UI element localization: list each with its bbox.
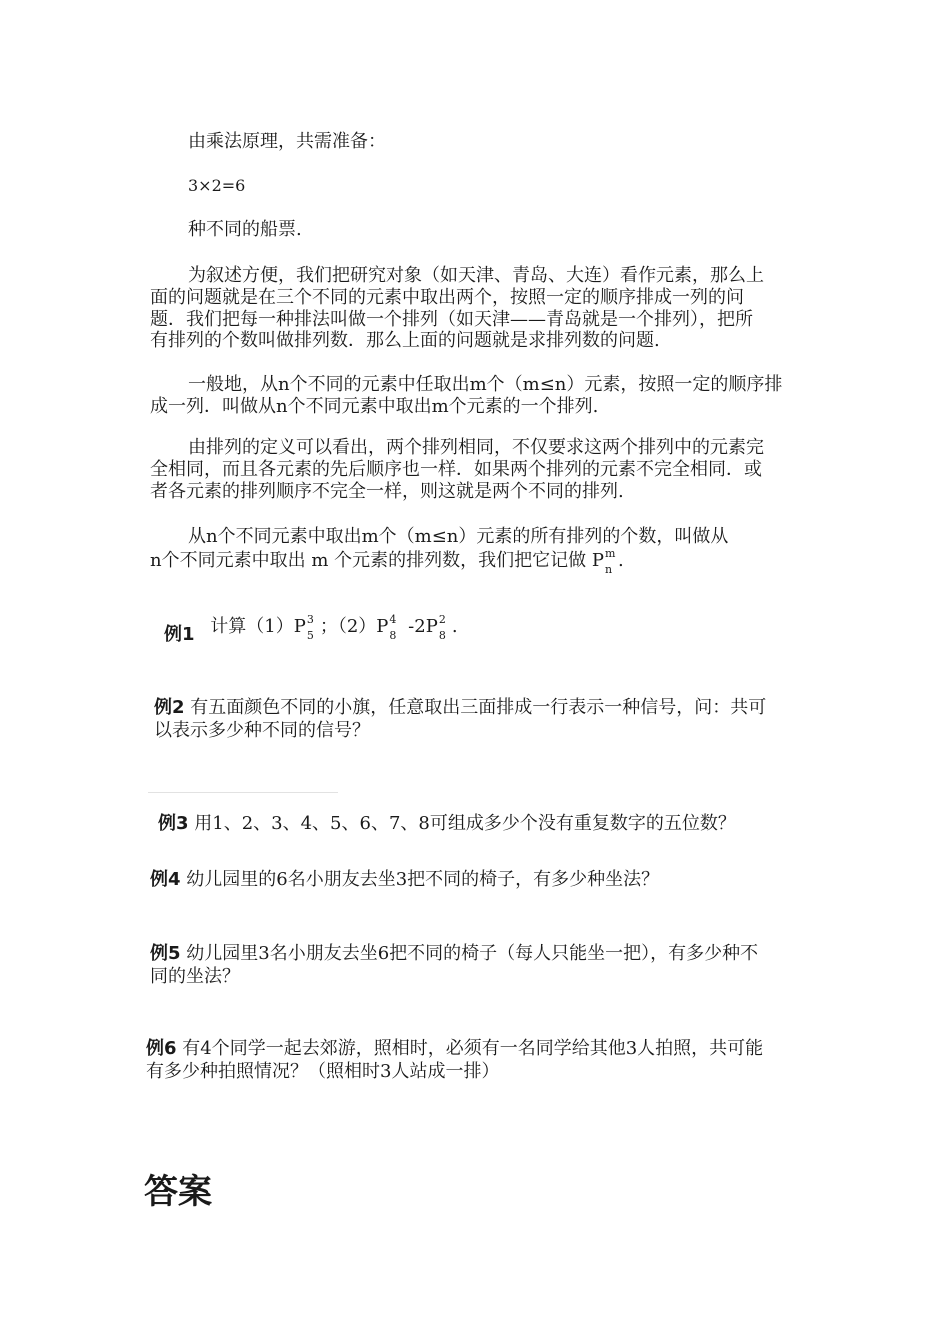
para4-end: . bbox=[617, 550, 624, 571]
para4-line-2-text: n个不同元素中取出 m 个元素的排列数，我们把它记做 bbox=[150, 550, 592, 571]
permutation-sub: n bbox=[604, 563, 613, 576]
intro-line-1: 由乘法原理，共需准备： bbox=[188, 131, 386, 152]
example-1-minus: -2 bbox=[402, 616, 426, 637]
example-6-text-1: 有4个同学一起去郊游，照相时，必须有一名同学给其他3人拍照，共可能 bbox=[176, 1038, 764, 1059]
para3-line-2: 全相同，而且各元素的先后顺序也一样．如果两个排列的元素不完全相同．或 bbox=[150, 459, 762, 480]
example-1-p1-indices bbox=[306, 613, 320, 642]
intro-line-3: 种不同的船票. bbox=[188, 219, 302, 240]
para2-line-2: 成一列．叫做从n个不同元素中取出m个元素的一个排列. bbox=[150, 396, 599, 417]
example-2-text-1: 有五面颜色不同的小旗，任意取出三面排成一行表示一种信号，问：共可 bbox=[184, 697, 767, 718]
example-1-expression bbox=[210, 613, 458, 642]
example-5-line-1 bbox=[150, 943, 758, 965]
permutation-sup: m bbox=[604, 547, 616, 560]
example-5-line-2: 同的坐法？ bbox=[150, 966, 240, 987]
example-4 bbox=[150, 869, 659, 891]
example-1-p1: P bbox=[293, 616, 306, 637]
example-1-end: . bbox=[451, 616, 458, 637]
para1-line-1: 为叙述方便，我们把研究对象（如天津、青岛、大连）看作元素，那么上 bbox=[188, 265, 764, 286]
example-2-label: 例2 bbox=[154, 697, 185, 718]
example-1-text: 计算（1） bbox=[210, 616, 294, 637]
example-1 bbox=[164, 613, 458, 646]
example-3-text: 用1、2、3、4、5、6、7、8可组成多少个没有重复数字的五位数？ bbox=[188, 813, 736, 834]
example-6-line-1 bbox=[146, 1038, 763, 1060]
example-6-line-2: 有多少种拍照情况？（照相时3人站成一排） bbox=[146, 1061, 500, 1082]
para3-line-1: 由排列的定义可以看出，两个排列相同，不仅要求这两个排列中的元素完 bbox=[188, 437, 764, 458]
para2-line-1: 一般地，从n个不同的元素中任取出m个（m≤n）元素，按照一定的顺序排 bbox=[188, 374, 783, 395]
example-1-p2-indices bbox=[388, 613, 402, 642]
faint-divider bbox=[148, 792, 338, 793]
example-4-text: 幼儿园里的6名小朋友去坐3把不同的椅子，有多少种坐法？ bbox=[180, 869, 660, 890]
para4-line-2 bbox=[150, 547, 624, 576]
permutation-symbol: P bbox=[591, 550, 604, 571]
example-1-p3-sub: 8 bbox=[438, 629, 446, 642]
example-5-text-1: 幼儿园里3名小朋友去坐6把不同的椅子（每人只能坐一把），有多少种不 bbox=[180, 943, 759, 964]
permutation-indices bbox=[604, 547, 618, 576]
intro-formula: 3×2=6 bbox=[188, 176, 246, 195]
para3-line-3: 者各元素的排列顺序不完全一样，则这就是两个不同的排列. bbox=[150, 481, 624, 502]
example-1-p1-sup: 3 bbox=[306, 613, 314, 626]
example-3-label: 例3 bbox=[158, 813, 189, 834]
example-1-label: 例1 bbox=[164, 624, 195, 645]
example-4-label: 例4 bbox=[150, 869, 181, 890]
example-2-line-1 bbox=[154, 697, 766, 719]
example-1-p3-sup: 2 bbox=[438, 613, 446, 626]
example-5-label: 例5 bbox=[150, 943, 181, 964]
example-6-label: 例6 bbox=[146, 1038, 177, 1059]
answer-heading: 答案 bbox=[144, 1172, 212, 1212]
example-3 bbox=[158, 813, 736, 835]
para1-line-2: 面的问题就是在三个不同的元素中取出两个，按照一定的顺序排成一列的问 bbox=[150, 287, 744, 308]
example-1-p3-indices bbox=[438, 613, 452, 642]
example-1-mid: ；（2） bbox=[319, 616, 377, 637]
para1-line-4: 有排列的个数叫做排列数．那么上面的问题就是求排列数的问题. bbox=[150, 330, 660, 351]
example-1-p2: P bbox=[376, 616, 389, 637]
example-1-p1-sub: 5 bbox=[306, 629, 314, 642]
example-1-p3: P bbox=[425, 616, 438, 637]
para1-line-3: 题．我们把每一种排法叫做一个排列（如天津——青岛就是一个排列），把所 bbox=[150, 309, 753, 330]
example-1-p2-sub: 8 bbox=[389, 629, 397, 642]
example-2-line-2: 以表示多少种不同的信号？ bbox=[154, 720, 370, 741]
para4-line-1: 从n个不同元素中取出m个（m≤n）元素的所有排列的个数，叫做从 bbox=[188, 526, 729, 547]
example-1-p2-sup: 4 bbox=[389, 613, 397, 626]
